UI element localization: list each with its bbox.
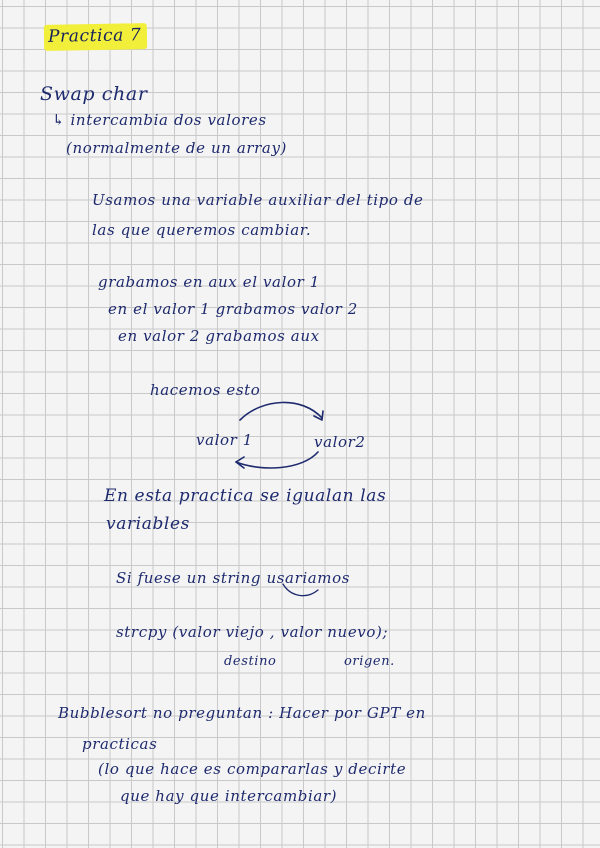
bubble-line-4: que hay que intercambiar) [120,787,338,805]
valor1-label: valor 1 [196,431,253,449]
bubble-line-2: practicas [82,735,158,753]
aux-line-2: las que queremos cambiar. [92,221,312,239]
valor2-label: valor2 [314,433,366,451]
origen-label: origen. [344,654,395,669]
hacemos-label: hacemos esto [150,381,261,399]
arrow-top-curve [240,402,322,420]
bubble-line-3: (lo que hace es compararlas y decirte [98,760,407,778]
string-line: Si fuese un string usariamos [116,569,351,587]
step-3: en valor 2 grabamos aux [118,327,320,345]
swap-description: ↳ intercambia dos valores [52,111,267,129]
step-1: grabamos en aux el valor 1 [98,273,320,291]
arrow-bottom-curve [236,452,318,468]
destino-label: destino [224,654,277,669]
arrow-top-head [314,411,323,420]
aux-line-1: Usamos una variable auxiliar del tipo de [92,191,424,209]
step-2: en el valor 1 grabamos valor 2 [108,300,358,318]
bubble-line-1: Bubblesort no preguntan : Hacer por GPT en [58,704,426,722]
swap-note: (normalmente de un array) [66,139,288,157]
practica-line-2: variables [106,514,190,534]
practica-line-1: En esta practica se igualan las [104,486,387,506]
strcpy-line: strcpy (valor viejo , valor nuevo); [116,623,389,641]
page-title: Practica 7 [44,23,148,51]
swap-heading: Swap char [40,83,148,105]
arrow-bottom-head [236,457,244,468]
